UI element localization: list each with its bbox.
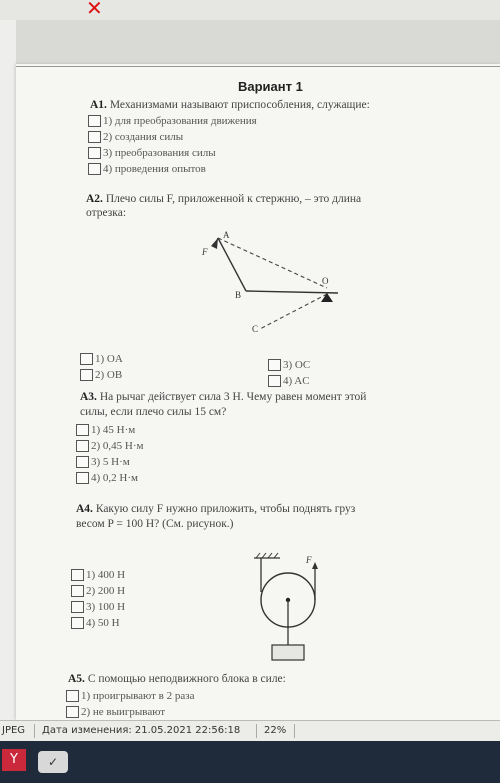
question-a4-text-2: весом P = 100 Н? (См. рисунок.)	[76, 518, 234, 530]
question-a5-number: А5.	[68, 673, 85, 685]
checkbox[interactable]	[71, 601, 84, 613]
a2-option-3[interactable]: 3) OC	[268, 359, 310, 371]
hatch-2	[262, 553, 266, 558]
taskbar-app-icon[interactable]: ✓	[38, 751, 68, 773]
checkbox[interactable]	[268, 359, 281, 371]
checkbox[interactable]	[88, 131, 101, 143]
file-format: JPEG	[2, 725, 26, 736]
force-arrow-head	[312, 562, 318, 569]
label-b: B	[235, 290, 242, 300]
question-a4	[76, 503, 355, 516]
question-a3-text-1: На рычаг действует сила 3 Н. Чему равен момент этой	[99, 391, 367, 403]
checkbox[interactable]	[76, 472, 89, 484]
a1-option-2[interactable]: 2) создания силы	[88, 131, 183, 143]
rod-segment-ab	[218, 238, 246, 291]
checkbox[interactable]	[71, 569, 84, 581]
checkbox[interactable]	[76, 440, 89, 452]
a4-option-1[interactable]: 1) 400 Н	[71, 569, 125, 581]
question-a2-text-2: отрезка:	[86, 207, 127, 219]
question-a4-number: А4.	[76, 503, 93, 515]
status-separator	[294, 724, 295, 738]
a5-option-2[interactable]: 2) не выигрывают	[66, 706, 165, 718]
label-f: F	[202, 247, 208, 257]
checkbox[interactable]	[66, 706, 79, 718]
question-a2	[86, 193, 361, 206]
status-bar	[0, 720, 500, 741]
a3-option-4[interactable]: 4) 0,2 Н·м	[76, 472, 138, 484]
a2-option-2[interactable]: 2) OB	[80, 369, 122, 381]
hatch-1	[256, 553, 260, 558]
checkbox[interactable]	[80, 369, 93, 381]
modified-date: Дата изменения: 21.05.2021 22:56:18	[42, 725, 241, 736]
a4-option-4[interactable]: 4) 50 Н	[71, 617, 120, 629]
a1-option-4[interactable]: 4) проведения опытов	[88, 163, 206, 175]
checkbox[interactable]	[80, 353, 93, 365]
label-f: F	[306, 555, 312, 565]
rod-segment-bo	[246, 291, 338, 293]
force-arrow-head	[211, 238, 218, 249]
question-a1-text: Механизмами называют приспособления, служащие:	[109, 99, 370, 111]
a3-option-3[interactable]: 3) 5 Н·м	[76, 456, 130, 468]
hatch-3	[268, 553, 272, 558]
question-a4-text-1: Какую силу F нужно приложить, чтобы поднять груз	[95, 503, 356, 515]
a3-option-2[interactable]: 2) 0,45 Н·м	[76, 440, 143, 452]
status-separator	[34, 724, 35, 738]
a4-option-2[interactable]: 2) 200 Н	[71, 585, 125, 597]
status-separator	[256, 724, 257, 738]
question-a2-number: А2.	[86, 193, 103, 205]
checkbox[interactable]	[76, 456, 89, 468]
dashed-line-oc	[260, 294, 327, 329]
question-a1-number: А1.	[90, 99, 107, 111]
checkbox[interactable]	[88, 147, 101, 159]
dashed-line-ao	[218, 238, 327, 288]
a2-option-1[interactable]: 1) OA	[80, 353, 123, 365]
checkbox[interactable]	[76, 424, 89, 436]
checkbox[interactable]	[71, 585, 84, 597]
checkbox[interactable]	[88, 163, 101, 175]
a4-option-3[interactable]: 3) 100 Н	[71, 601, 125, 613]
checkbox[interactable]	[66, 690, 79, 702]
question-a2-text-1: Плечо силы F, приложенной к стержню, – это длина	[105, 193, 362, 205]
question-a3	[80, 391, 366, 404]
a1-option-1[interactable]: 1) для преобразования движения	[88, 115, 257, 127]
label-c: C	[252, 324, 259, 334]
question-a3-number: А3.	[80, 391, 97, 403]
a5-option-1[interactable]: 1) проигрывают в 2 раза	[66, 690, 194, 702]
question-a3-text-2: силы, если плечо силы 15 см?	[80, 406, 227, 418]
checkbox[interactable]	[71, 617, 84, 629]
question-a1	[90, 99, 370, 112]
checkbox[interactable]	[88, 115, 101, 127]
label-o: O	[322, 276, 329, 286]
a1-option-3[interactable]: 3) преобразования силы	[88, 147, 216, 159]
pulley-diagram	[240, 550, 330, 665]
question-a5	[68, 673, 286, 686]
zoom-level[interactable]: 22%	[264, 725, 287, 736]
close-icon[interactable]: ✕	[86, 0, 103, 20]
hatch-4	[274, 553, 278, 558]
question-a5-text: С помощью неподвижного блока в силе:	[87, 673, 286, 685]
checkbox[interactable]	[268, 375, 281, 387]
viewer-left-edge	[0, 20, 16, 720]
taskbar	[0, 741, 500, 783]
label-a: A	[223, 230, 230, 240]
lever-diagram	[190, 222, 350, 342]
a2-option-4[interactable]: 4) AC	[268, 375, 310, 387]
load-box	[272, 645, 304, 660]
pivot-triangle	[321, 293, 333, 302]
page-top-rule	[16, 66, 500, 67]
taskbar-app-y[interactable]: Y	[2, 749, 26, 771]
page-title: Вариант 1	[238, 79, 303, 94]
a3-option-1[interactable]: 1) 45 Н·м	[76, 424, 135, 436]
window-top-bar	[0, 0, 500, 20]
